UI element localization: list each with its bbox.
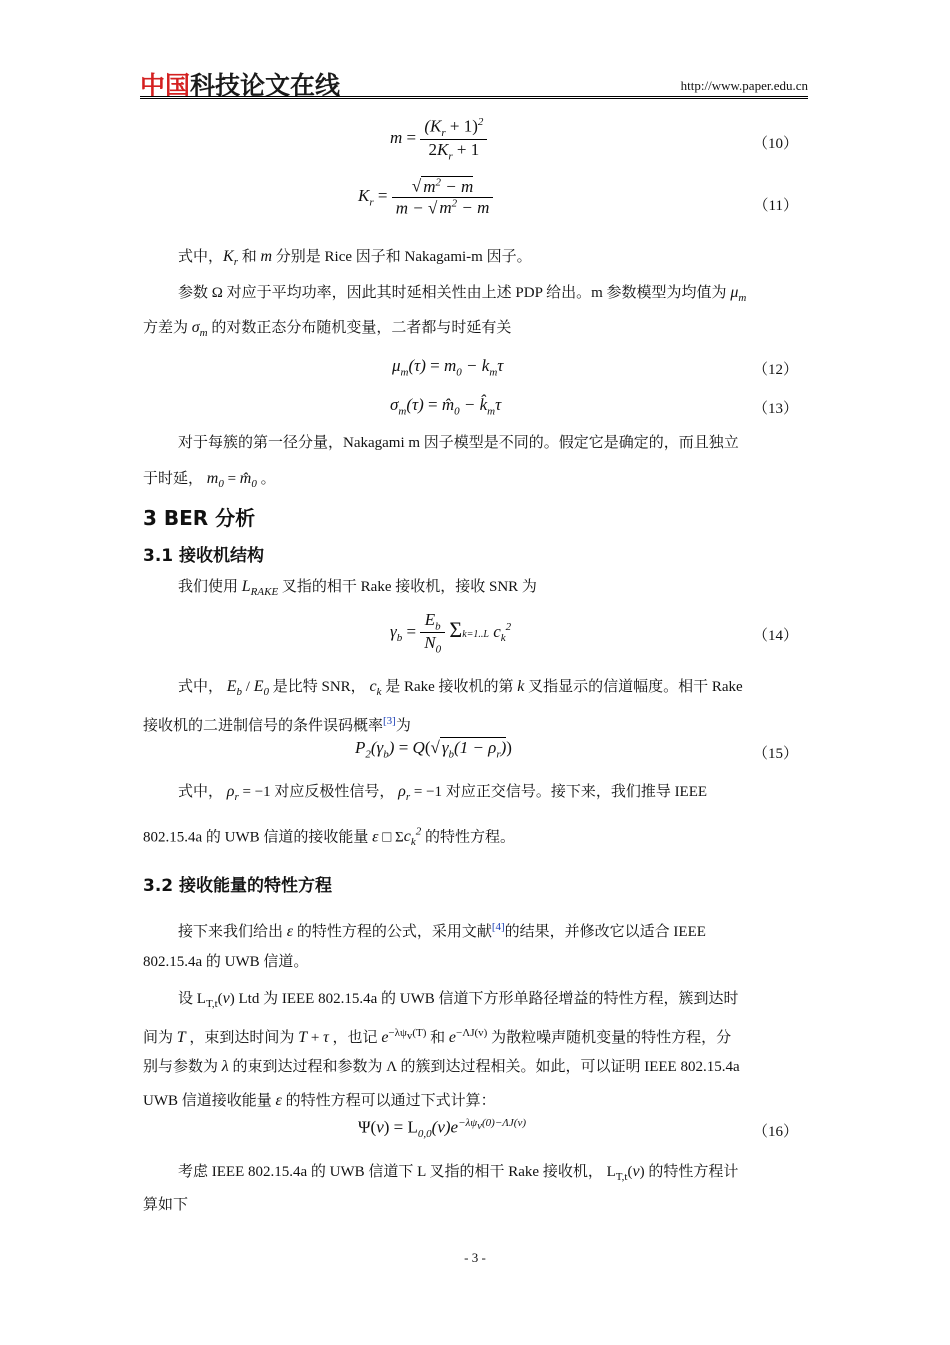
paragraph-definition: 设 $L_{T,t}(v)$ Ltd 为 IEEE 802.15.4a 的 UWB 信道下方形单路径增益的特性方程，簇到达时 (178, 990, 739, 1010)
equation-number-11: （11） (753, 198, 798, 214)
equation-number-15: （15） (752, 746, 798, 762)
paragraph-omega-cont: 方差为 $\sigma_m$ 的对数正态分布随机变量，二者都与时延有关 (143, 319, 512, 340)
header-url[interactable]: http://www.paper.edu.cn (680, 78, 808, 93)
equation-16: $\Psi(v) = L_{0,0}(v)e^{-\lambda\psi_v(0)-\Lambda J(v)}$ (358, 1117, 526, 1141)
paragraph-antipodal: 式中， $\rho_r = -1$ 对应反极性信号， $\rho_r = -1$ 对应正交信号。接下来，我们推导 IEEE (178, 783, 708, 804)
paragraph-omega: 参数 Ω 对应于平均功率，因此其时延相关性由上述 PDP 给出。m 参数模型为均值为 $\mu_m$ (178, 284, 747, 305)
equation-13: $\sigma_m(\tau)$ = $m̂_0$ − $k̂_m\tau$ (390, 395, 502, 418)
paragraph-rake-receiver: 我们使用 $L_{RAKE}$ 叉指的相干 Rake 接收机，接收 SNR 为 (178, 578, 537, 599)
logo-red-text: 中国 (140, 71, 191, 100)
equation-number-13: （13） (752, 401, 798, 417)
logo-black-text: 科技论文在线 (190, 71, 341, 100)
equation-number-16: （16） (752, 1124, 798, 1140)
paragraph-bit-snr-cont: 接收机的二进制信号的条件误码概率[3]为 (143, 715, 411, 734)
paragraph-first-path: 对于每簇的第一径分量，Nakagami m 因子模型是不同的。假定它是确定的，而且独立 (178, 435, 739, 451)
section-heading-3-2: 3.2 接收能量的特性方程 (143, 876, 333, 896)
paragraph-definition-4: UWB 信道接收能量 ε 的特性方程可以通过下式计算： (143, 1092, 496, 1109)
equation-14: $\gamma_b$ = $\frac{E_b}{N_0}$ Σk=1..L $c_k^2$ (390, 610, 512, 656)
equation-11: $K_r$ = $\frac{√ m^2 - m}{m - √ m^2 - m}$ (358, 176, 493, 218)
paragraph-definition-3: 别与参数为 λ 的束到达过程和参数为 Λ 的簇到达过程相关。如此，可以证明 IEEE 802.15.4a (143, 1058, 740, 1075)
paragraph-characteristic-cont: 802.15.4a 的 UWB 信道。 (143, 954, 309, 970)
paragraph-antipodal-cont: 802.15.4a 的 UWB 信道的接收能量 ε □ $\Sigma c_k^2$ 的特性方程。 (143, 826, 516, 849)
paragraph-bit-snr: 式中， $E_b / E_0$ 是比特 SNR， $c_k$ 是 Rake 接收机的第 k 叉指显示的信道幅度。相干 Rake (178, 678, 743, 699)
header-rule (140, 96, 808, 97)
paragraph-rake-l-fingers: 考虑 IEEE 802.15.4a 的 UWB 信道下 L 叉指的相干 Rake 接收机， $L_{T,t}(v)$ 的特性方程计 (178, 1163, 739, 1183)
equation-number-14: （14） (752, 628, 798, 644)
equation-10: m = $\frac{(K_r + 1)^2}{2K_r + 1}$ (390, 116, 487, 162)
equation-12: $\mu_m(\tau) = m_0 - k_m\tau$ (392, 356, 504, 379)
paragraph-characteristic: 接下来我们给出 ε 的特性方程的公式，采用文献[4]的结果，并修改它以适合 IEEE (178, 921, 706, 940)
citation-4[interactable]: [4] (491, 921, 505, 933)
header-rule-2 (140, 98, 808, 99)
page-number: - 3 - (464, 1250, 486, 1265)
paragraph-rice-factor: 式中，$K_r$ 和 m 分别是 Rice 因子和 Nakagami-m 因子。 (178, 248, 532, 269)
section-heading-3: 3 BER 分析 (143, 506, 256, 530)
equation-number-12: （12） (752, 362, 798, 378)
paragraph-first-path-cont: 于时延， $m_0$ = $m̂_0$ 。 (143, 470, 276, 491)
section-heading-3-1: 3.1 接收机结构 (143, 546, 265, 566)
equation-number-10: （10） (752, 136, 798, 152)
paragraph-rake-l-fingers-cont: 算如下 (143, 1197, 189, 1213)
paragraph-definition-2: 间为 T ，束到达时间为 T + τ ，也记 $e^{-\lambda\psi_v(T)}$ 和 $e^{-\Lambda J(v)}$ 为散粒噪声随机变量的特性方程，分 (143, 1027, 732, 1046)
equation-15: $P_2(\gamma_b) = Q(√$ $\gamma_b(1 - \rho_r)$) (355, 738, 512, 761)
citation-3[interactable]: [3] (383, 715, 396, 727)
